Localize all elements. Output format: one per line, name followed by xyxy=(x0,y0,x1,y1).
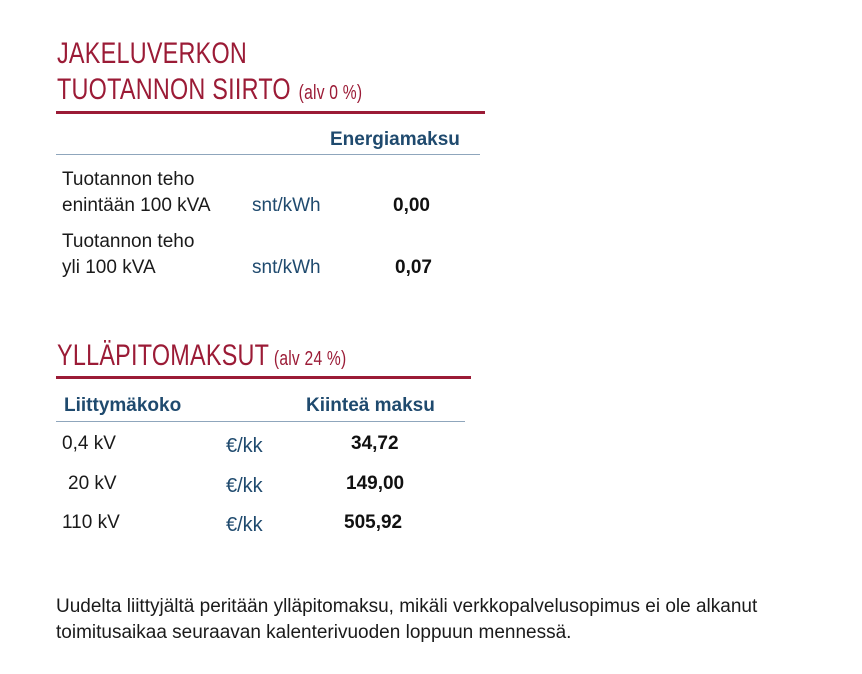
section1-column-header: Energiamaksu xyxy=(330,129,460,150)
section2-row-1-value: 34,72 xyxy=(351,433,399,454)
section2-row-3-unit: €/kk xyxy=(226,514,263,536)
section2-vat-label: (alv 24 %) xyxy=(273,348,347,370)
section1-row-1-label: Tuotannon teho enintään 100 kVA xyxy=(62,169,211,216)
section1-title-line2: TUOTANNON SIIRTO (alv 0 %) xyxy=(57,73,363,106)
section2-row-3-size: 110 kV xyxy=(62,512,120,533)
section1-row-1-unit: snt/kWh xyxy=(252,195,321,216)
section2-title: YLLÄPITOMAKSUT (alv 24 %) xyxy=(57,339,347,372)
section1-title-line1: JAKELUVERKON xyxy=(57,37,248,70)
section1-row-1-value: 0,00 xyxy=(393,195,430,216)
section1-header-rule xyxy=(56,154,480,155)
section2-column-header-fee: Kiinteä maksu xyxy=(306,395,435,416)
section2-row-1-size: 0,4 kV xyxy=(62,433,116,454)
section2-row-2-size: 20 kV xyxy=(68,473,117,494)
section1-row-2-unit: snt/kWh xyxy=(252,257,321,278)
section1-title-rule xyxy=(56,111,485,114)
section1-row-2-value: 0,07 xyxy=(395,257,432,278)
section2-row-2-value: 149,00 xyxy=(346,473,405,494)
section2-title-rule xyxy=(56,376,471,379)
section1-vat-label: (alv 0 %) xyxy=(298,82,363,104)
section2-column-header-size: Liittymäkoko xyxy=(64,395,182,416)
section2-row-2-unit: €/kk xyxy=(226,475,263,497)
footnote: Uudelta liittyjältä peritään ylläpitomaksu, mikäli verkkopalvelusopimus ei ole alkanut toimitusaikaa seuraavan kalenterivuoden loppuun mennessä. xyxy=(56,596,758,643)
section2-row-1-unit: €/kk xyxy=(226,435,263,457)
section2-row-3-value: 505,92 xyxy=(344,512,403,533)
section1-row-2-label: Tuotannon teho yli 100 kVA xyxy=(62,231,195,278)
section2-header-rule xyxy=(56,421,465,422)
